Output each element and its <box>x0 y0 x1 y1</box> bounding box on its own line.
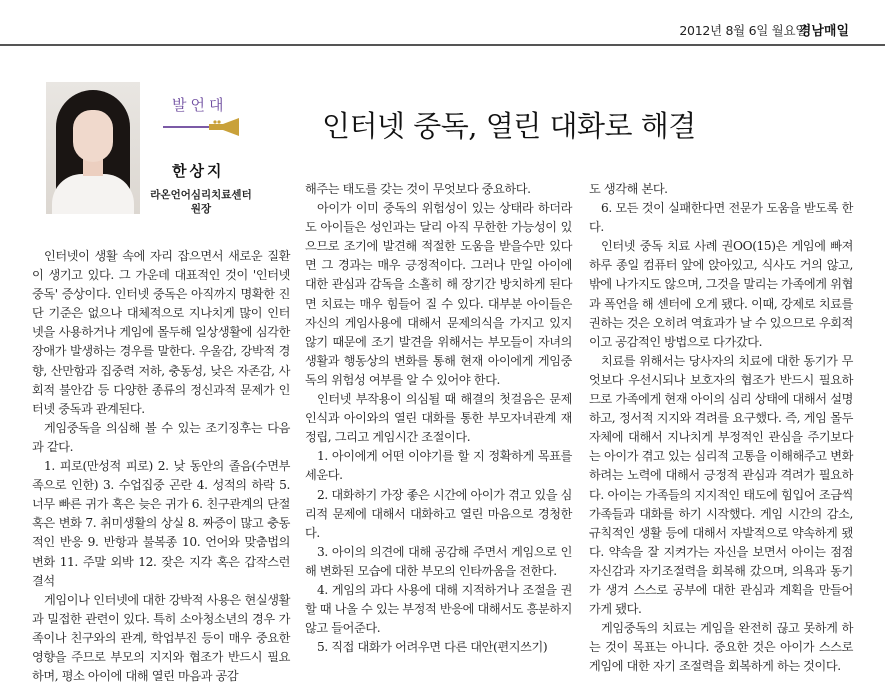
paragraph: 인터넷이 생활 속에 자리 잡으면서 새로운 질환이 생기고 있다. 그 가운데 대표적인 것이 '인터넷중독' 증상이다. 인터넷 중독은 아직까지 명확한 진단 기준은 없으나 대체적으로 지나치게 많이 인터넷을 사용하거나 게임에 몰두해 일상생활에 심각한 장애가 발생하는 경우를 말한다. 우울감, 강박적 경향, 산만함과 집중력 저하, 충동성, 낮은 자존감, 사회적 불안감 등 다양한 종류의 정신과적 문제가 인터넷 중독과 관계된다. <box>32 249 290 416</box>
paragraph: 2. 대화하기 가장 좋은 시간에 아이가 겪고 있을 심리적 문제에 대해서 대화하고 열린 마음으로 경청한다. <box>305 487 572 540</box>
article-column-1 <box>32 247 290 686</box>
author-title: 원장 <box>190 203 212 215</box>
paragraph: 치료를 위해서는 당사자의 치료에 대한 동기가 무엇보다 우선시되나 보호자의 협조가 반드시 필요하므로 가족에게 현재 아이의 심리 상태에 대해서 설명하고, 정서적 지지와 격려를 요구했다. 즉, 게임 몰두 자체에 대해서 지나치게 부정적인 관심을 주기보다는 아이가 겪고 있는 심리적 고통을 이해해주고 변화하려는 노력에 대해서 긍정적 관심과 격려가 필요하다. 아이는 가족들의 지지적인 태도에 힘입어 조금씩 가족들과 대화를 하기 시작했다. 게임 시간의 감소, 규칙적인 생활 등에 대해서 자발적으로 약속하게 됐다. 약속을 잘 지켜가는 자신을 보면서 아이는 점점 자신감과 자기조절력을 회복해 갔으며, 의욕과 동기가 생겨 스스로 공부에 대한 관심과 계획을 만들어 가게 됐다. <box>589 353 853 617</box>
paragraph: 인터넷 중독 치료 사례 권OO(15)은 게임에 빠져 하루 종일 컴퓨터 앞에 앉아있고, 식사도 거의 않고, 밖에 나가지도 않으며, 그것을 말리는 가족에게 위협과 폭언을 해 센터에 오게 됐다. 이때, 강제로 치료를 권하는 것은 오히려 역효과가 날 수 있으므로 우회적이고 공감적인 방법으로 다가갔다. <box>589 239 853 349</box>
paragraph: 인터넷 부작용이 의심될 때 해결의 첫걸음은 문제 인식과 아이와의 열린 대화를 통한 부모자녀관계 재정립, 그리고 게임시간 조절이다. <box>305 392 572 445</box>
paragraph: 5. 직접 대화가 어려우면 다른 대안(편지쓰기) <box>317 640 548 655</box>
paragraph: 3. 아이의 의견에 대해 공감해 주면서 게임으로 인해 변화된 모습에 대한 부모의 인타까움을 전한다. <box>305 544 572 578</box>
author-photo <box>46 82 140 214</box>
author-org-line1: 라온언어심리치료센터 <box>150 189 252 201</box>
paragraph: 해주는 태도를 갖는 것이 무엇보다 중요하다. <box>305 182 531 196</box>
author-name: 한상지 <box>172 162 225 180</box>
paragraph: 게임중독의 치료는 게임을 완전히 끊고 못하게 하는 것이 목표는 아니다. 중요한 것은 아이가 스스로 게임에 대한 자기 조절력을 회복하게 하는 것이다. <box>589 621 853 674</box>
paragraph: 게임이나 인터넷에 대한 강박적 사용은 현실생활과 밀접한 관련이 있다. 특히 소아청소년의 경우 가족이나 친구와의 관계, 학업부진 등이 매우 중요한 영향을 주므로 부모의 지지와 협조가 반드시 필요하며, 평소 아이에 대해 열린 마음과 공감 <box>32 592 290 684</box>
article-headline: 인터넷 중독, 열린 대화로 해결 <box>322 109 696 143</box>
paragraph: 1. 아이에게 어떤 이야기를 할 지 정확하게 목표를 세운다. <box>305 449 572 483</box>
paragraph: 6. 모든 것이 실패한다면 전문가 도움을 받도록 한다. <box>589 201 853 235</box>
article-column-2 <box>305 180 572 657</box>
masthead <box>0 0 885 44</box>
paragraph: 아이가 이미 중독의 위험성이 있는 상태라 하더라도 아이들은 성인과는 달리 아직 무한한 가능성이 있으므로 조기에 발견해 적절한 도움을 받을수만 있다면 그 경과는 매우 긍정적이다. 그러나 만일 아이에 대한 관심과 감독을 소홀히 해 장기간 방치하게 된다면 치료는 매우 힘들어 질 수 있다. 대부분 아이들은 자신의 게임사용에 대해서 문제의식을 가지고 있지 않기 때문에 조기 발견을 위해서는 부모들이 자녀의 생활과 행동상의 변화를 통해 현재 아이에게 게임중독의 위험성 여부를 알 수 있어야 한다. <box>305 201 572 387</box>
paragraph: 도 생각해 본다. <box>589 182 668 196</box>
paragraph: 게임중독을 의심해 볼 수 있는 조기징후는 다음과 같다. <box>32 420 290 454</box>
article-column-3 <box>589 180 853 676</box>
paragraph: 4. 게임의 과다 사용에 대해 지적하거나 조절을 권할 때 나올 수 있는 부정적 반응에 대해서도 흥분하지 않고 들어준다. <box>305 582 572 636</box>
trumpet-icon <box>163 116 243 138</box>
author-org <box>148 188 254 216</box>
newspaper-name: 경남매일 <box>798 24 849 39</box>
publication-date: 2012년 8월 6일 월요일 <box>679 23 807 38</box>
column-label: 발언대 <box>172 96 228 114</box>
paragraph: 1. 피로(만성적 피로) 2. 낮 동안의 졸음(수면부족으로 인한) 3. 수업집중 곤란 4. 성적의 하락 5. 너무 빠른 귀가 혹은 늦은 귀가 6. 친구관계의 단절 혹은 변화 7. 취미생활의 상실 8. 짜증이 많고 충동적인 반응 9. 반항과 불복종 10. 언어와 맞춤법의 변화 11. 주말 외박 12. 잦은 지각 혹은 갑작스런 결석 <box>32 459 290 588</box>
masthead-rule <box>0 44 885 46</box>
